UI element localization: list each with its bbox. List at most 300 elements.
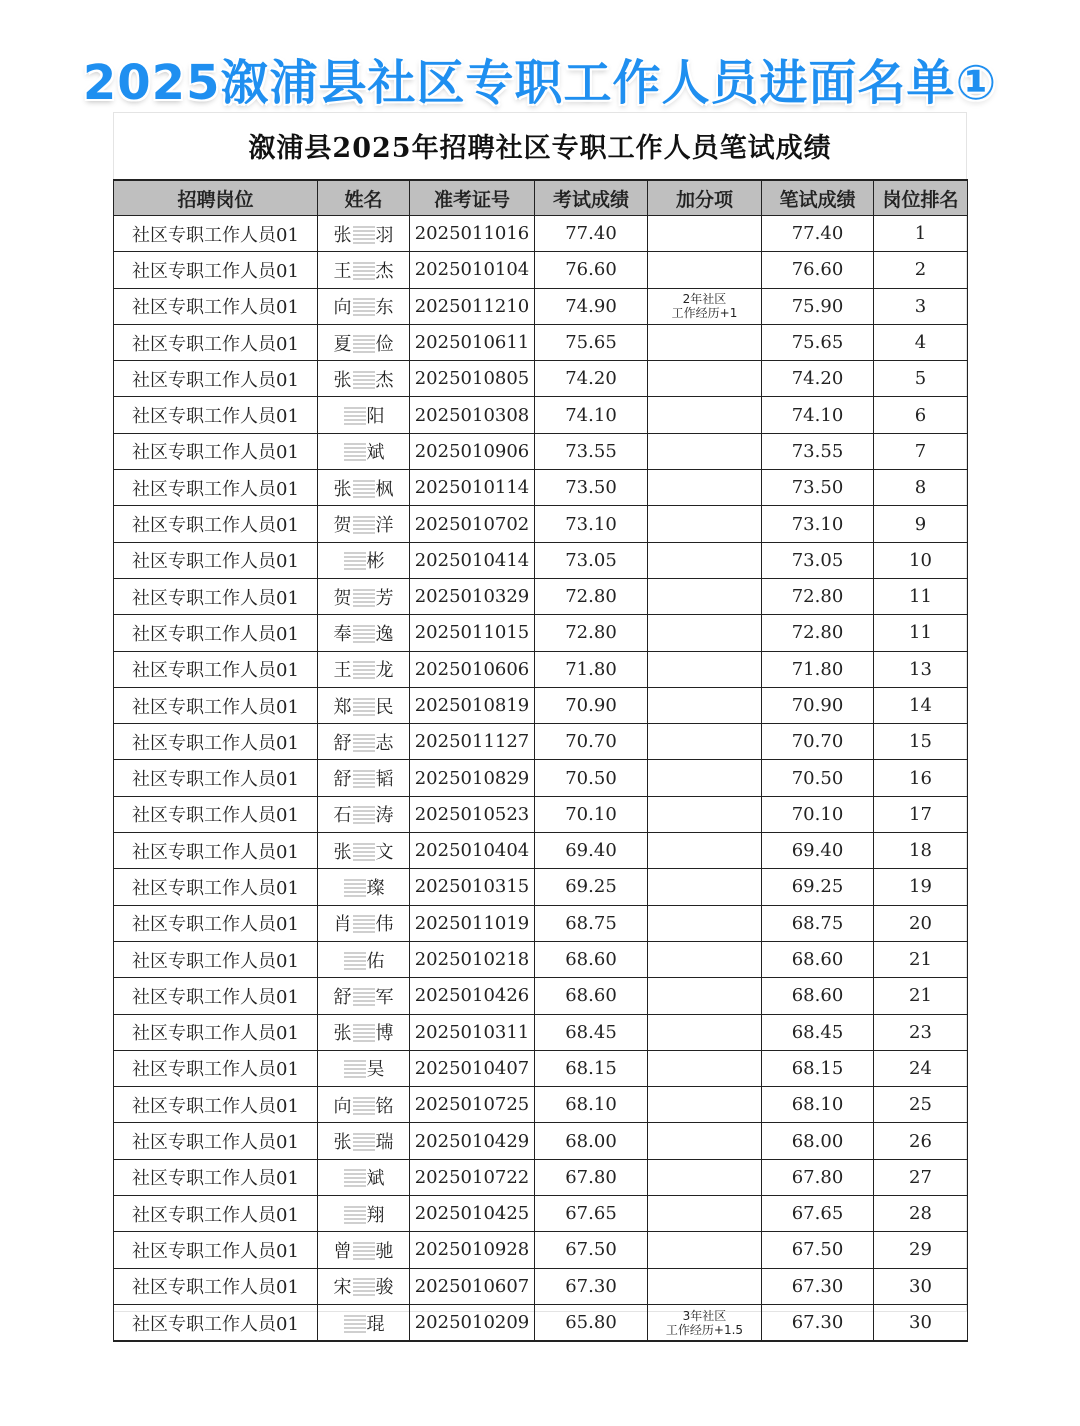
name-last-char: 文 — [375, 841, 394, 863]
cell-rank: 7 — [874, 433, 968, 469]
cell-rank: 18 — [874, 833, 968, 869]
table-row — [114, 724, 968, 760]
cell-exam-score: 72.80 — [535, 615, 648, 651]
cell-post: 社区专职工作人员01 — [114, 1014, 318, 1050]
cell-post: 社区专职工作人员01 — [114, 324, 318, 360]
name-last-char: 翔 — [366, 1204, 385, 1226]
cell-post: 社区专职工作人员01 — [114, 1087, 318, 1123]
cell-exam-score: 73.50 — [535, 470, 648, 506]
table-body — [114, 216, 968, 1342]
name-last-char: 璨 — [366, 877, 385, 899]
table-row — [114, 941, 968, 977]
cell-written-score: 74.10 — [762, 397, 874, 433]
redaction-mask — [353, 659, 375, 679]
cell-written-score: 67.80 — [762, 1159, 874, 1195]
cell-name — [318, 1196, 410, 1232]
name-first-char: 王 — [333, 660, 352, 682]
cell-bonus — [648, 760, 762, 796]
name-first-char: 张 — [333, 369, 352, 391]
cell-name — [318, 760, 410, 796]
cell-bonus — [648, 1268, 762, 1304]
cell-exam-score: 68.60 — [535, 978, 648, 1014]
cell-name — [318, 361, 410, 397]
cell-rank: 16 — [874, 760, 968, 796]
cell-post: 社区专职工作人员01 — [114, 397, 318, 433]
cell-post: 社区专职工作人员01 — [114, 833, 318, 869]
cell-exam-score: 69.40 — [535, 833, 648, 869]
cell-bonus — [648, 470, 762, 506]
cell-bonus — [648, 687, 762, 723]
cell-exam-id: 2025010725 — [410, 1087, 535, 1123]
score-table — [113, 179, 968, 1342]
cell-written-score: 76.60 — [762, 252, 874, 288]
redaction-mask — [353, 296, 375, 316]
name-first-char: 张 — [333, 841, 352, 863]
cell-rank: 11 — [874, 615, 968, 651]
table-row — [114, 542, 968, 578]
table-row — [114, 1268, 968, 1304]
redaction-mask — [353, 986, 375, 1006]
cell-written-score: 73.10 — [762, 506, 874, 542]
table-row — [114, 1123, 968, 1159]
name-first-char: 曾 — [333, 1240, 352, 1262]
redaction-mask — [344, 1058, 366, 1078]
name-last-char: 洋 — [375, 515, 394, 537]
cell-name — [318, 1232, 410, 1268]
cell-exam-score: 73.10 — [535, 506, 648, 542]
cell-written-score: 75.65 — [762, 324, 874, 360]
cell-post: 社区专职工作人员01 — [114, 252, 318, 288]
cell-post: 社区专职工作人员01 — [114, 941, 318, 977]
cell-exam-score: 72.80 — [535, 578, 648, 614]
header-post: 招聘岗位 — [114, 180, 318, 216]
table-row — [114, 760, 968, 796]
table-row — [114, 978, 968, 1014]
cell-exam-id: 2025010928 — [410, 1232, 535, 1268]
redaction-mask — [353, 913, 375, 933]
redaction-mask — [344, 405, 366, 425]
name-first-char: 舒 — [333, 986, 352, 1008]
redaction-mask — [353, 696, 375, 716]
name-last-char: 龙 — [375, 660, 394, 682]
cell-bonus — [648, 978, 762, 1014]
name-first-char: 向 — [333, 1095, 352, 1117]
cell-exam-id: 2025010805 — [410, 361, 535, 397]
header-exam-id: 准考证号 — [410, 180, 535, 216]
cell-rank: 10 — [874, 542, 968, 578]
redaction-mask — [353, 804, 375, 824]
redaction-mask — [353, 1095, 375, 1115]
name-last-char: 芳 — [375, 587, 394, 609]
cell-rank: 26 — [874, 1123, 968, 1159]
cell-rank: 9 — [874, 506, 968, 542]
cell-exam-score: 69.25 — [535, 869, 648, 905]
header-written-score: 笔试成绩 — [762, 180, 874, 216]
cell-exam-id: 2025010404 — [410, 833, 535, 869]
table-row — [114, 687, 968, 723]
cell-exam-id: 2025010209 — [410, 1304, 535, 1341]
cell-bonus — [648, 506, 762, 542]
name-first-char: 舒 — [333, 769, 352, 791]
cell-exam-score: 71.80 — [535, 651, 648, 687]
cell-post: 社区专职工作人员01 — [114, 760, 318, 796]
cell-written-score: 68.10 — [762, 1087, 874, 1123]
cell-post: 社区专职工作人员01 — [114, 361, 318, 397]
cell-rank: 21 — [874, 941, 968, 977]
name-first-char: 宋 — [333, 1277, 352, 1299]
cell-written-score: 70.50 — [762, 760, 874, 796]
cell-rank: 1 — [874, 216, 968, 252]
cell-post: 社区专职工作人员01 — [114, 1050, 318, 1086]
redaction-mask — [353, 260, 375, 280]
cell-name — [318, 324, 410, 360]
cell-exam-score: 68.00 — [535, 1123, 648, 1159]
cell-post: 社区专职工作人员01 — [114, 796, 318, 832]
cell-written-score: 69.25 — [762, 869, 874, 905]
cell-rank: 23 — [874, 1014, 968, 1050]
cell-rank: 20 — [874, 905, 968, 941]
cell-exam-id: 2025010315 — [410, 869, 535, 905]
cell-written-score: 68.00 — [762, 1123, 874, 1159]
name-last-char: 军 — [375, 986, 394, 1008]
sheet-title: 溆浦县2025年招聘社区专职工作人员笔试成绩 — [248, 133, 832, 164]
cell-name — [318, 651, 410, 687]
name-first-char: 张 — [333, 1132, 352, 1154]
cell-bonus — [648, 833, 762, 869]
cell-exam-score: 65.80 — [535, 1304, 648, 1341]
cell-rank: 6 — [874, 397, 968, 433]
cell-bonus — [648, 1050, 762, 1086]
cell-post: 社区专职工作人员01 — [114, 288, 318, 324]
cell-written-score: 68.60 — [762, 978, 874, 1014]
cell-post: 社区专职工作人员01 — [114, 1123, 318, 1159]
name-last-char: 阳 — [366, 406, 385, 428]
cell-rank: 8 — [874, 470, 968, 506]
cell-written-score: 68.15 — [762, 1050, 874, 1086]
cell-bonus — [648, 1123, 762, 1159]
cell-bonus — [648, 433, 762, 469]
cell-bonus — [648, 869, 762, 905]
name-last-char: 杰 — [375, 260, 394, 282]
cell-bonus — [648, 651, 762, 687]
cell-written-score: 75.90 — [762, 288, 874, 324]
cell-bonus — [648, 1232, 762, 1268]
redaction-mask — [353, 369, 375, 389]
table-row — [114, 506, 968, 542]
cell-exam-score: 68.45 — [535, 1014, 648, 1050]
cell-written-score: 73.55 — [762, 433, 874, 469]
cell-name — [318, 1123, 410, 1159]
redaction-mask — [353, 1131, 375, 1151]
cell-name — [318, 615, 410, 651]
cell-post: 社区专职工作人员01 — [114, 687, 318, 723]
cell-bonus — [648, 361, 762, 397]
name-last-char: 琨 — [366, 1313, 385, 1335]
cell-exam-id: 2025011127 — [410, 724, 535, 760]
cell-rank: 27 — [874, 1159, 968, 1195]
name-first-char: 贺 — [333, 587, 352, 609]
table-row — [114, 470, 968, 506]
cell-rank: 25 — [874, 1087, 968, 1123]
cell-bonus — [648, 324, 762, 360]
cell-exam-id: 2025011016 — [410, 216, 535, 252]
cell-post: 社区专职工作人员01 — [114, 651, 318, 687]
cell-post: 社区专职工作人员01 — [114, 506, 318, 542]
cell-exam-score: 67.30 — [535, 1268, 648, 1304]
cell-exam-score: 68.75 — [535, 905, 648, 941]
bonus-line-1: 2年社区 — [682, 292, 727, 307]
cell-exam-score: 74.10 — [535, 397, 648, 433]
redaction-mask — [344, 1313, 366, 1333]
cell-name — [318, 1087, 410, 1123]
cell-post: 社区专职工作人员01 — [114, 1232, 318, 1268]
cell-exam-score: 68.60 — [535, 941, 648, 977]
cell-written-score: 68.60 — [762, 941, 874, 977]
score-sheet — [113, 112, 967, 1337]
name-last-char: 驰 — [375, 1240, 394, 1262]
table-row — [114, 905, 968, 941]
cell-post: 社区专职工作人员01 — [114, 433, 318, 469]
table-row — [114, 1159, 968, 1195]
cell-name — [318, 796, 410, 832]
cell-bonus — [648, 1087, 762, 1123]
name-last-char: 韬 — [375, 769, 394, 791]
cell-exam-id: 2025010429 — [410, 1123, 535, 1159]
cell-rank: 4 — [874, 324, 968, 360]
cell-rank: 28 — [874, 1196, 968, 1232]
cell-exam-id: 2025010722 — [410, 1159, 535, 1195]
name-last-char: 志 — [375, 732, 394, 754]
cell-bonus — [648, 252, 762, 288]
bonus-line-1: 3年社区 — [682, 1308, 727, 1323]
cell-exam-id: 2025011019 — [410, 905, 535, 941]
redaction-mask — [344, 550, 366, 570]
cell-exam-score: 74.90 — [535, 288, 648, 324]
cell-name — [318, 724, 410, 760]
cell-written-score: 68.45 — [762, 1014, 874, 1050]
redaction-mask — [344, 441, 366, 461]
cell-post: 社区专职工作人员01 — [114, 1304, 318, 1341]
cell-exam-id: 2025010114 — [410, 470, 535, 506]
table-row — [114, 796, 968, 832]
name-last-char: 佑 — [366, 950, 385, 972]
table-row — [114, 833, 968, 869]
cell-exam-id: 2025010218 — [410, 941, 535, 977]
cell-post: 社区专职工作人员01 — [114, 1268, 318, 1304]
table-header-row — [114, 180, 968, 216]
cell-name — [318, 905, 410, 941]
cell-bonus — [648, 288, 762, 324]
cell-exam-id: 2025010425 — [410, 1196, 535, 1232]
cell-written-score: 72.80 — [762, 615, 874, 651]
cell-exam-id: 2025010906 — [410, 433, 535, 469]
redaction-mask — [353, 587, 375, 607]
cell-bonus — [648, 397, 762, 433]
cell-written-score: 67.65 — [762, 1196, 874, 1232]
cell-written-score: 69.40 — [762, 833, 874, 869]
cell-exam-id: 2025010829 — [410, 760, 535, 796]
cell-written-score: 74.20 — [762, 361, 874, 397]
table-row — [114, 1087, 968, 1123]
cell-written-score: 67.30 — [762, 1268, 874, 1304]
table-row — [114, 1196, 968, 1232]
header-rank: 岗位排名 — [874, 180, 968, 216]
redaction-mask — [344, 950, 366, 970]
cell-name — [318, 978, 410, 1014]
name-last-char: 羽 — [375, 224, 394, 246]
name-first-char: 奉 — [333, 623, 352, 645]
cell-rank: 2 — [874, 252, 968, 288]
name-last-char: 东 — [375, 297, 394, 319]
name-last-char: 铭 — [375, 1095, 394, 1117]
bonus-line-2: 工作经历+1 — [671, 306, 738, 321]
name-last-char: 彬 — [366, 551, 385, 573]
cell-name — [318, 252, 410, 288]
cell-rank: 19 — [874, 869, 968, 905]
redaction-mask — [353, 841, 375, 861]
cell-exam-id: 2025010308 — [410, 397, 535, 433]
cell-written-score: 67.30 — [762, 1304, 874, 1341]
cell-written-score: 71.80 — [762, 651, 874, 687]
redaction-mask — [353, 333, 375, 353]
cell-name — [318, 941, 410, 977]
name-last-char: 伟 — [375, 914, 394, 936]
cell-bonus — [648, 1196, 762, 1232]
name-last-char: 斌 — [366, 1168, 385, 1190]
table-row — [114, 216, 968, 252]
cell-exam-id: 2025010329 — [410, 578, 535, 614]
cell-bonus — [648, 216, 762, 252]
cell-exam-score: 73.55 — [535, 433, 648, 469]
cell-rank: 15 — [874, 724, 968, 760]
redaction-mask — [344, 1204, 366, 1224]
cell-exam-id: 2025010104 — [410, 252, 535, 288]
cell-post: 社区专职工作人员01 — [114, 1196, 318, 1232]
name-last-char: 博 — [375, 1023, 394, 1045]
cell-name — [318, 1268, 410, 1304]
cell-name — [318, 216, 410, 252]
bonus-line-2: 工作经历+1.5 — [665, 1322, 744, 1337]
cell-written-score: 68.75 — [762, 905, 874, 941]
name-last-char: 俭 — [375, 333, 394, 355]
table-row — [114, 1050, 968, 1086]
header-name: 姓名 — [318, 180, 410, 216]
cell-name — [318, 542, 410, 578]
cell-post: 社区专职工作人员01 — [114, 578, 318, 614]
redaction-mask — [344, 1167, 366, 1187]
cell-bonus — [648, 542, 762, 578]
table-row — [114, 397, 968, 433]
name-first-char: 贺 — [333, 515, 352, 537]
cell-written-score: 73.05 — [762, 542, 874, 578]
cell-exam-score: 70.90 — [535, 687, 648, 723]
cell-exam-id: 2025010606 — [410, 651, 535, 687]
header-exam-score: 考试成绩 — [535, 180, 648, 216]
cell-post: 社区专职工作人员01 — [114, 542, 318, 578]
name-first-char: 夏 — [333, 333, 352, 355]
cell-bonus — [648, 1159, 762, 1195]
cell-rank: 14 — [874, 687, 968, 723]
name-first-char: 王 — [333, 260, 352, 282]
cell-written-score: 70.70 — [762, 724, 874, 760]
cell-written-score: 70.90 — [762, 687, 874, 723]
cell-written-score: 72.80 — [762, 578, 874, 614]
cell-written-score: 70.10 — [762, 796, 874, 832]
cell-rank: 13 — [874, 651, 968, 687]
cell-exam-id: 2025010819 — [410, 687, 535, 723]
table-row — [114, 1232, 968, 1268]
cell-rank: 29 — [874, 1232, 968, 1268]
cell-bonus — [648, 578, 762, 614]
name-first-char: 张 — [333, 478, 352, 500]
cell-name — [318, 470, 410, 506]
cell-name — [318, 833, 410, 869]
name-last-char: 涛 — [375, 805, 394, 827]
cell-exam-score: 70.70 — [535, 724, 648, 760]
cell-exam-score: 67.65 — [535, 1196, 648, 1232]
table-row — [114, 288, 968, 324]
table-row — [114, 361, 968, 397]
cell-exam-id: 2025010426 — [410, 978, 535, 1014]
cell-written-score: 73.50 — [762, 470, 874, 506]
cell-exam-score: 67.80 — [535, 1159, 648, 1195]
table-row — [114, 433, 968, 469]
cell-rank: 30 — [874, 1304, 968, 1341]
cell-written-score: 77.40 — [762, 216, 874, 252]
cell-name — [318, 1159, 410, 1195]
table-row — [114, 324, 968, 360]
cell-rank: 24 — [874, 1050, 968, 1086]
cell-exam-id: 2025010607 — [410, 1268, 535, 1304]
name-last-char: 昊 — [366, 1059, 385, 1081]
table-row — [114, 651, 968, 687]
cell-exam-id: 2025010611 — [410, 324, 535, 360]
cell-name — [318, 433, 410, 469]
cell-exam-id: 2025011210 — [410, 288, 535, 324]
cell-bonus — [648, 1014, 762, 1050]
redaction-mask — [353, 1240, 375, 1260]
cell-exam-id: 2025010311 — [410, 1014, 535, 1050]
cell-name — [318, 869, 410, 905]
cell-name — [318, 1050, 410, 1086]
cell-name — [318, 1304, 410, 1341]
cell-bonus — [648, 796, 762, 832]
redaction-mask — [353, 1022, 375, 1042]
cell-post: 社区专职工作人员01 — [114, 470, 318, 506]
cell-post: 社区专职工作人员01 — [114, 1159, 318, 1195]
cell-post: 社区专职工作人员01 — [114, 905, 318, 941]
cell-written-score: 67.50 — [762, 1232, 874, 1268]
name-last-char: 杰 — [375, 369, 394, 391]
name-first-char: 石 — [333, 805, 352, 827]
redaction-mask — [353, 1276, 375, 1296]
cell-exam-id: 2025010702 — [410, 506, 535, 542]
cell-exam-score: 75.65 — [535, 324, 648, 360]
cell-post: 社区专职工作人员01 — [114, 869, 318, 905]
cell-rank: 17 — [874, 796, 968, 832]
cell-post: 社区专职工作人员01 — [114, 978, 318, 1014]
cell-name — [318, 1014, 410, 1050]
cell-rank: 30 — [874, 1268, 968, 1304]
redaction-mask — [353, 514, 375, 534]
redaction-mask — [344, 877, 366, 897]
name-last-char: 民 — [375, 696, 394, 718]
cell-exam-score: 67.50 — [535, 1232, 648, 1268]
name-first-char: 舒 — [333, 732, 352, 754]
cell-post: 社区专职工作人员01 — [114, 216, 318, 252]
name-last-char: 骏 — [375, 1277, 394, 1299]
redaction-mask — [353, 768, 375, 788]
